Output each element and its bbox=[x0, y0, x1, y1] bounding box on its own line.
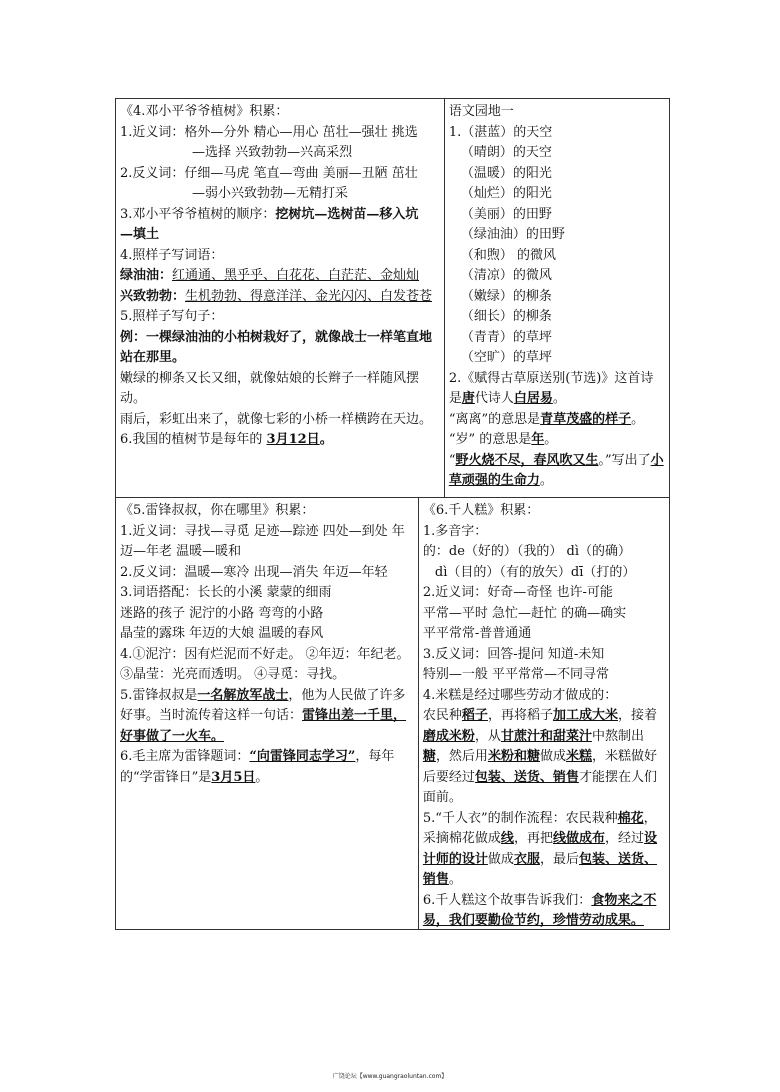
lesson6-cell bbox=[419, 498, 669, 929]
table-row bbox=[115, 498, 670, 930]
sentence-answer-2: 雨后，彩虹出来了，就像七彩的小桥一样横跨在天边。 bbox=[120, 411, 433, 427]
phrase-item: （细长）的柳条 bbox=[460, 309, 552, 324]
definition-line: ③晶莹：光亮而透明。 ④寻觅：寻找。 bbox=[120, 667, 346, 682]
antonyms-line: 3.反义词：回答-提问 知道-未知 bbox=[422, 646, 605, 662]
antonyms-line: 特别—一般 平平常常—不同寻常 bbox=[422, 667, 610, 682]
phrase-item: （清凉）的微风 bbox=[460, 268, 552, 283]
poem-lines: “野火烧不尽，春风吹又生。”写出了小草顽强的生命力。 bbox=[448, 452, 664, 488]
clothes-process: 5.“千人衣”的制作流程：农民栽种棉花，采摘棉花做成线，再把线做成布，经过设计师的设计做成衣服，最后包装、送货、销售。 bbox=[422, 810, 657, 887]
tree-day: 6.我国的植树节是每年的 3月12日。 bbox=[120, 432, 333, 447]
story-lesson: 6.千人糕这个故事告诉我们：食物来之不易，我们要勤俭节约，珍惜劳动成果。 bbox=[422, 892, 657, 928]
phrase-item: （绿油油）的田野 bbox=[460, 227, 565, 242]
phrase-item: （灿烂）的阳光 bbox=[460, 186, 552, 201]
page-footer: 广饶论坛【www.guangraoluntan.com】 bbox=[332, 1073, 448, 1080]
poem-sui: “岁” 的意思是年。 bbox=[448, 432, 558, 447]
definition-line: 4.①泥泞：因有烂泥而不好走。 ②年迈：年纪老。 bbox=[120, 646, 410, 662]
garden1-cell bbox=[445, 99, 669, 497]
garden1-title: 语文园地一 bbox=[448, 104, 514, 119]
ricecake-process: 农民种稻子，再将稻子加工成大米，接着磨成米粉，从甘蔗汁和甜菜汁中熬制出糖，然后用米粉和糖做成米糕，米糕做好后要经过包装、送货、销售才能摆在人们面前。 bbox=[422, 708, 657, 805]
phrase-item: （空旷）的草坪 bbox=[460, 350, 552, 365]
lesson5-cell bbox=[116, 498, 419, 929]
collocation-line: 3.词语搭配：长长的小溪 蒙蒙的细雨 bbox=[120, 585, 332, 600]
polyphone-line: dì（目的）（有的放矢）dī（打的） bbox=[434, 564, 636, 580]
sentence-example-heading: 5.照样子写句子： bbox=[120, 309, 224, 324]
phrase-item: 1.（湛蓝）的天空 bbox=[448, 124, 553, 140]
notes-table bbox=[115, 98, 670, 930]
synonyms-line: 1.近义词：寻找—寻觅 足迹—踪迹 四处—到处 年迈—年老 温暖—暖和 bbox=[120, 523, 405, 559]
lesson6-title: 《6.千人糕》积累： bbox=[422, 503, 540, 518]
planting-order: 3.邓小平爷爷植树的顺序：挖树坑—选树苗—移入坑 bbox=[120, 206, 419, 222]
ricecake-question: 4.米糕是经过哪些劳动才做成的： bbox=[422, 687, 618, 703]
collocation-line: 晶莹的露珠 年迈的大娘 温暖的春风 bbox=[120, 626, 324, 641]
antonyms-line-cont: —弱小兴致勃勃—无精打采 bbox=[192, 186, 349, 201]
word-example-heading: 4.照样子写词语： bbox=[120, 247, 224, 263]
phrase-item: （温暖）的阳光 bbox=[460, 165, 552, 181]
lesson4-title: 《4.邓小平爷爷植树》积累： bbox=[120, 104, 289, 119]
antonyms-line: 2.反义词：温暖—寒冷 出现—消失 年迈—年轻 bbox=[120, 564, 388, 580]
phrase-item: （晴朗）的天空 bbox=[460, 145, 552, 160]
synonyms-line: 1.近义词：格外—分外 精心—用心 茁壮—强壮 挑选 bbox=[120, 124, 418, 140]
synonyms-line: 2.近义词：好奇—奇怪 也许-可能 bbox=[422, 585, 613, 600]
phrase-item: （和煦） 的微风 bbox=[460, 247, 556, 263]
collocation-line: 迷路的孩子 泥泞的小路 弯弯的小路 bbox=[120, 605, 324, 621]
planting-order-cont: —填土 bbox=[120, 227, 160, 242]
polyphone-heading: 1.多音字： bbox=[422, 523, 488, 539]
lesson4-cell bbox=[116, 99, 445, 497]
sentence-example: 例：一棵绿油油的小柏树栽好了，就像战士一样笔直地站在那里。 bbox=[120, 329, 433, 365]
poem-lili: “离离”的意思是青草茂盛的样子。 bbox=[448, 411, 645, 427]
phrase-item: （美丽）的田野 bbox=[460, 206, 552, 222]
synonyms-line: 平平常常-普普通通 bbox=[422, 626, 532, 641]
table-row bbox=[115, 98, 670, 498]
word-example-1: 绿油油：红通通、黑乎乎、白花花、白茫茫、金灿灿 bbox=[120, 268, 420, 283]
phrase-item: （青青）的草坪 bbox=[460, 329, 552, 345]
leifeng-saying: 5.雷锋叔叔是一名解放军战士，他为人民做了许多好事。当时流传着这样一句话：雷锋出差一千里，好事做了一火车。 bbox=[120, 687, 407, 744]
antonyms-line: 2.反义词：仔细—马虎 笔直—弯曲 美丽—丑陋 茁壮 bbox=[120, 165, 418, 181]
tree-day-answer: 3月12日 bbox=[266, 432, 320, 447]
word-example-2: 兴致勃勃：生机勃勃、得意洋洋、金光闪闪、白发苍苍 bbox=[120, 288, 433, 304]
sentence-answer-1: 嫩绿的柳条又长又细，就像姑娘的长辫子一样随风摆动。 bbox=[120, 370, 420, 406]
polyphone-line: 的：de（好的）（我的） dì（的确） bbox=[422, 544, 632, 559]
leifeng-inscription: 6.毛主席为雷锋题词：“向雷锋同志学习”，每年的“学雷锋日”是3月5日。 bbox=[120, 749, 395, 785]
planting-order-answer: 挖树坑—选树苗—移入坑 bbox=[275, 206, 419, 222]
phrase-item: （嫩绿）的柳条 bbox=[460, 288, 552, 304]
lesson5-title: 《5.雷锋叔叔，你在哪里》积累： bbox=[120, 503, 315, 518]
poem-info: 2.《赋得古草原送别(节选)》这首诗是唐代诗人白居易。 bbox=[448, 370, 654, 406]
synonyms-line-cont: —选择 兴致勃勃—兴高采烈 bbox=[192, 145, 353, 160]
synonyms-line: 平常—平时 急忙—赶忙 的确—确实 bbox=[422, 605, 627, 621]
